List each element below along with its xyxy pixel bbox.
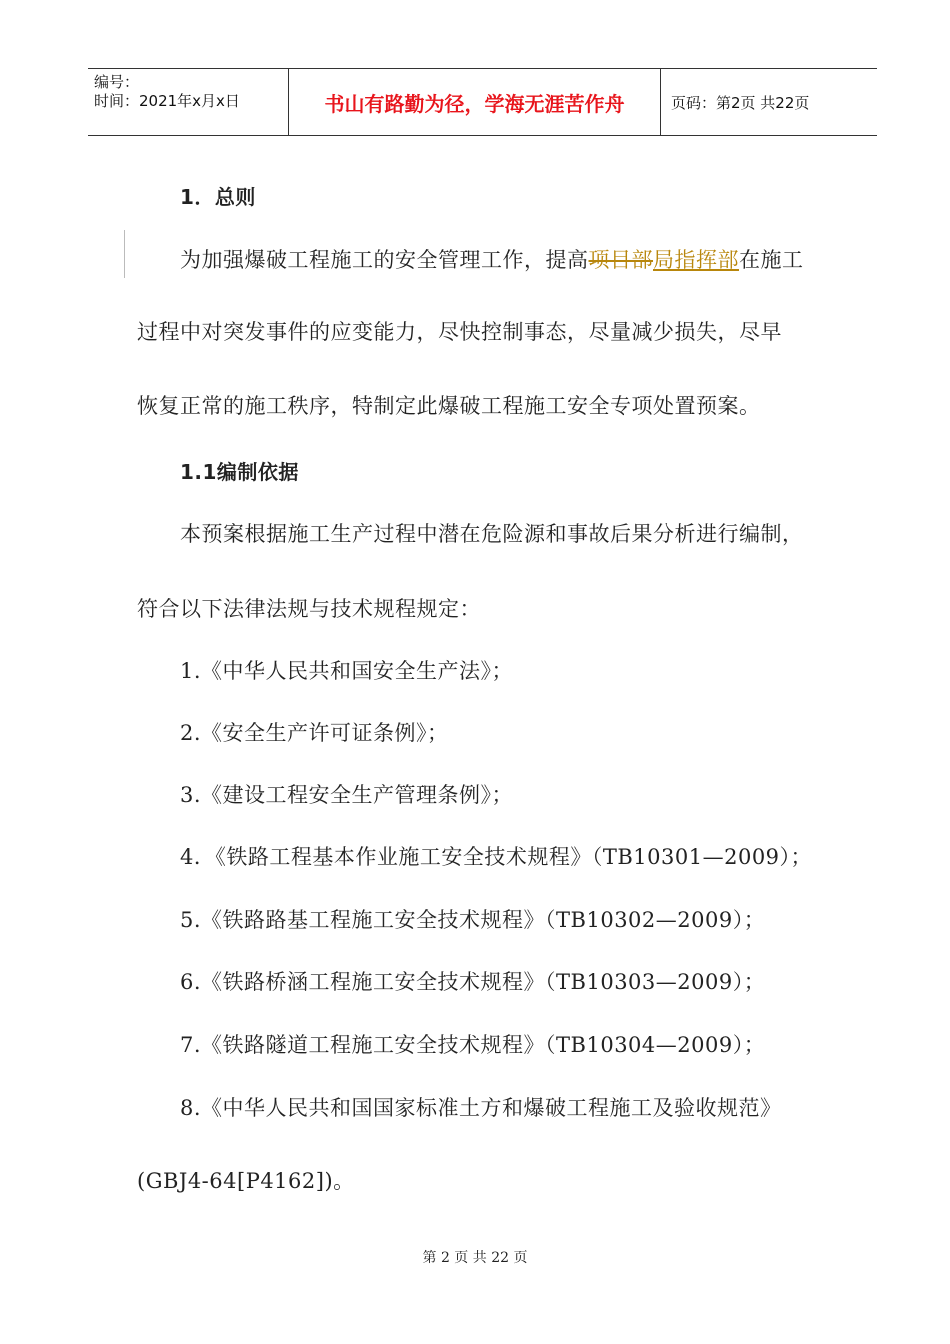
list-item-4: 4．《铁路工程基本作业施工安全技术规程》（TB10301—2009）； [180, 845, 813, 869]
page-footer: 第 2 页 共 22 页 [422, 1250, 528, 1266]
p1-inserted-text: 局指挥部 [653, 248, 739, 272]
paragraph-2-line-1: 本预案根据施工生产过程中潜在危险源和事故后果分析进行编制， [180, 522, 804, 546]
paragraph-1-line-3: 恢复正常的施工秩序，特制定此爆破工程施工安全专项处置预案。 [137, 394, 761, 418]
list-item-3: 3.《建设工程安全生产管理条例》； [180, 783, 514, 807]
list-item-7: 7.《铁路隧道工程施工安全技术规程》（TB10304—2009）； [180, 1033, 766, 1057]
paragraph-2-line-2: 符合以下法律法规与技术规程规定： [137, 597, 481, 621]
header-table [88, 68, 877, 136]
section-heading-1-1: 1.1编制依据 [180, 460, 299, 484]
p1-text-b: 在施工 [739, 248, 804, 272]
list-item-2: 2.《安全生产许可证条例》； [180, 721, 449, 745]
paragraph-1-line-1 [180, 244, 804, 274]
revision-bar [124, 230, 125, 278]
list-item-8: 8.《中华人民共和国国家标准土方和爆破工程施工及验收规范》 [180, 1096, 782, 1120]
section-heading-1: 1．总则 [180, 185, 256, 209]
list-item-1: 1.《中华人民共和国安全生产法》； [180, 659, 514, 683]
list-item-8-continued: (GBJ4-64[P4162])。 [137, 1169, 355, 1193]
list-item-5: 5.《铁路路基工程施工安全技术规程》（TB10302—2009）； [180, 908, 766, 932]
header-page-label: 页码：第2页 共22页 [671, 93, 810, 112]
header-motto: 书山有路勤为径，学海无涯苦作舟 [288, 69, 661, 135]
list-item-6: 6.《铁路桥涵工程施工安全技术规程》（TB10303—2009）； [180, 970, 766, 994]
number-label: 编号： [94, 73, 140, 91]
p1-deleted-text: 项目部 [588, 248, 653, 272]
time-label: 时间：2021年x月x日 [94, 92, 240, 110]
paragraph-1-line-2: 过程中对突发事件的应变能力，尽快控制事态，尽量减少损失，尽早 [137, 320, 782, 344]
header-info [88, 69, 288, 135]
p1-text-a: 为加强爆破工程施工的安全管理工作，提高 [180, 248, 589, 272]
